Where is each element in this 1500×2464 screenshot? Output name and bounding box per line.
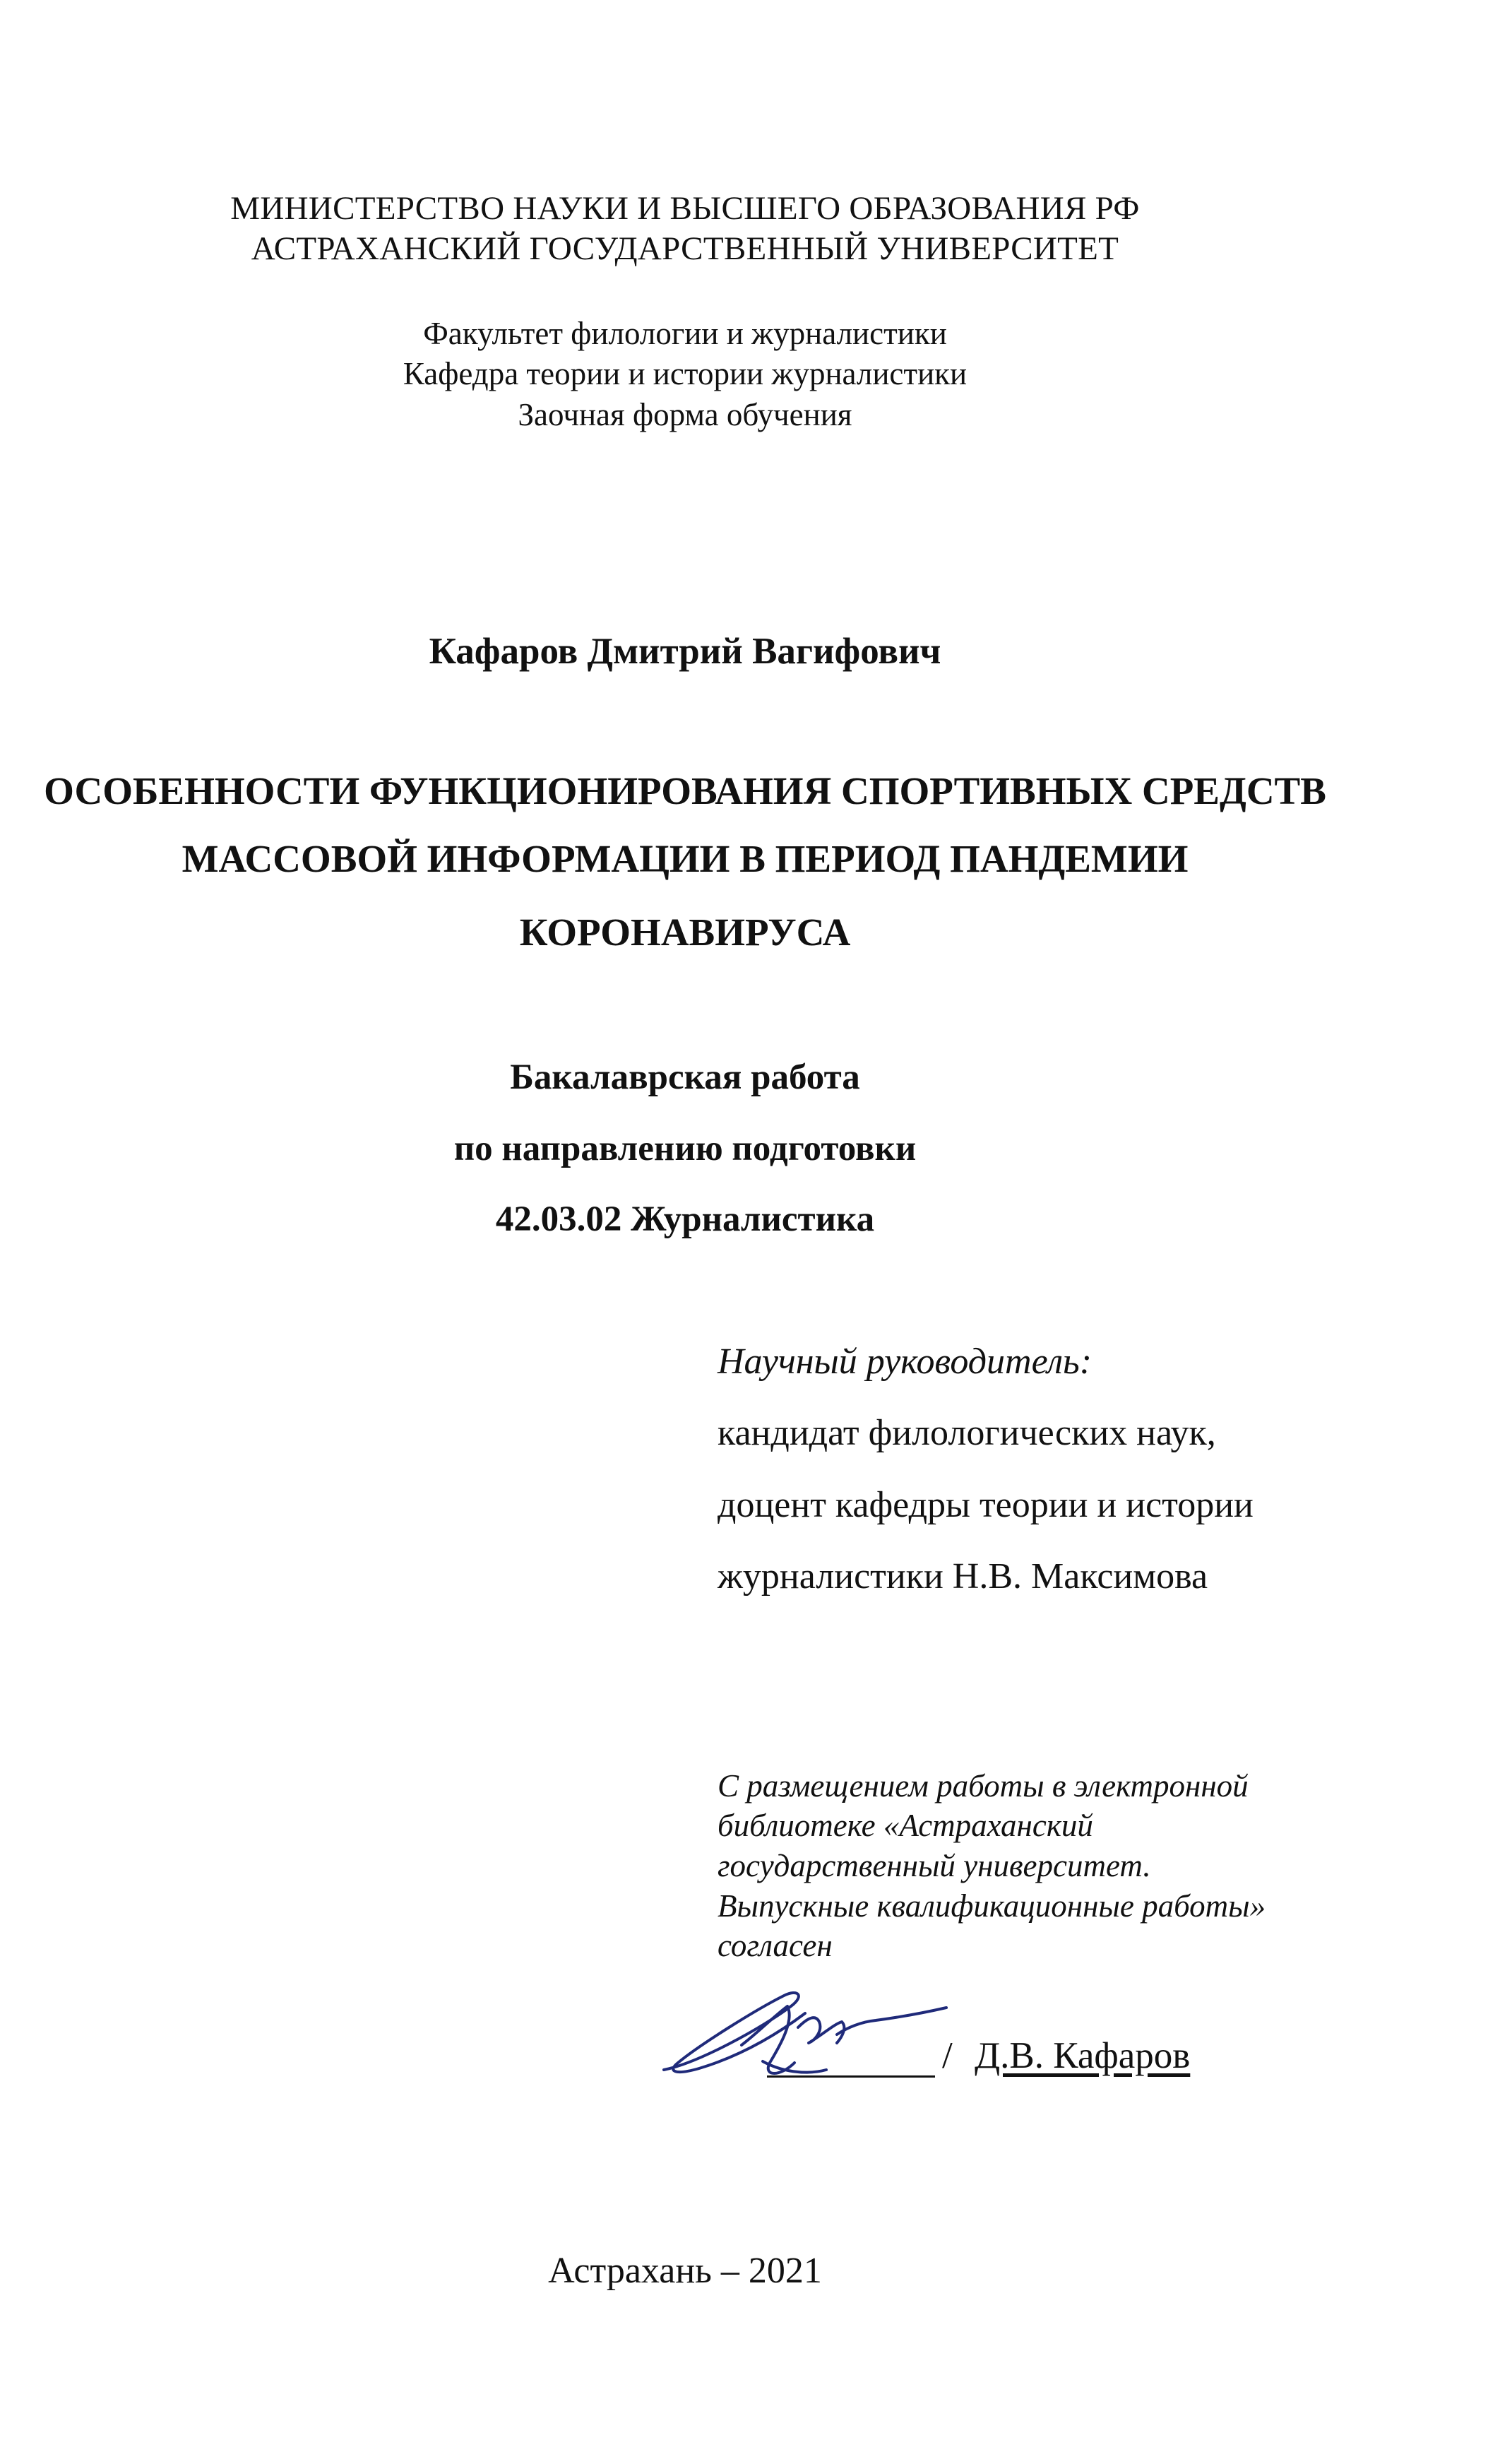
signature-line (767, 2075, 935, 2078)
thesis-title-line-3: КОРОНАВИРУСА (519, 911, 851, 954)
consent-line-3: государственный университет. (718, 1848, 1151, 1883)
university-name: АСТРАХАНСКИЙ ГОСУДАРСТВЕННЫЙ УНИВЕРСИТЕТ (251, 230, 1119, 267)
signature-caption (942, 2034, 1190, 2077)
signature-separator: / (942, 2035, 953, 2076)
supervisor-degree: кандидат филологических наук, (718, 1413, 1216, 1453)
thesis-title-line-2: МАССОВОЙ ИНФОРМАЦИИ В ПЕРИОД ПАНДЕМИИ (181, 837, 1189, 880)
signature-strokes (664, 1993, 946, 2073)
direction-code: 42.03.02 Журналистика (495, 1200, 875, 1239)
consent-line-5: согласен (718, 1928, 833, 1963)
author-name: Кафаров Дмитрий Вагифович (429, 631, 941, 672)
work-type: Бакалаврская работа (510, 1058, 860, 1097)
thesis-title-line-1: ОСОБЕННОСТИ ФУНКЦИОНИРОВАНИЯ СПОРТИВНЫХ СРЕДСТВ (44, 769, 1326, 812)
consent-line-1: С размещением работы в электронной (718, 1768, 1249, 1803)
consent-line-4: Выпускные квалификационные работы» (718, 1888, 1266, 1924)
department-name: Кафедра теории и истории журналистики (403, 356, 968, 391)
city-year: Астрахань – 2021 (548, 2251, 822, 2291)
supervisor-position: доцент кафедры теории и истории (718, 1485, 1254, 1525)
signatory-name: Д.В. Кафаров (974, 2035, 1191, 2076)
handwritten-signature (657, 1978, 953, 2091)
supervisor-label: Научный руководитель: (718, 1341, 1093, 1382)
faculty-name: Факультет филологии и журналистики (423, 316, 947, 351)
direction-label: по направлению подготовки (453, 1129, 917, 1168)
study-form: Заочная форма обучения (518, 397, 852, 432)
supervisor-name: журналистики Н.В. Максимова (718, 1556, 1208, 1597)
ministry-name: МИНИСТЕРСТВО НАУКИ И ВЫСШЕГО ОБРАЗОВАНИЯ РФ (230, 190, 1140, 227)
consent-line-2: библиотеке «Астраханский (718, 1808, 1093, 1843)
